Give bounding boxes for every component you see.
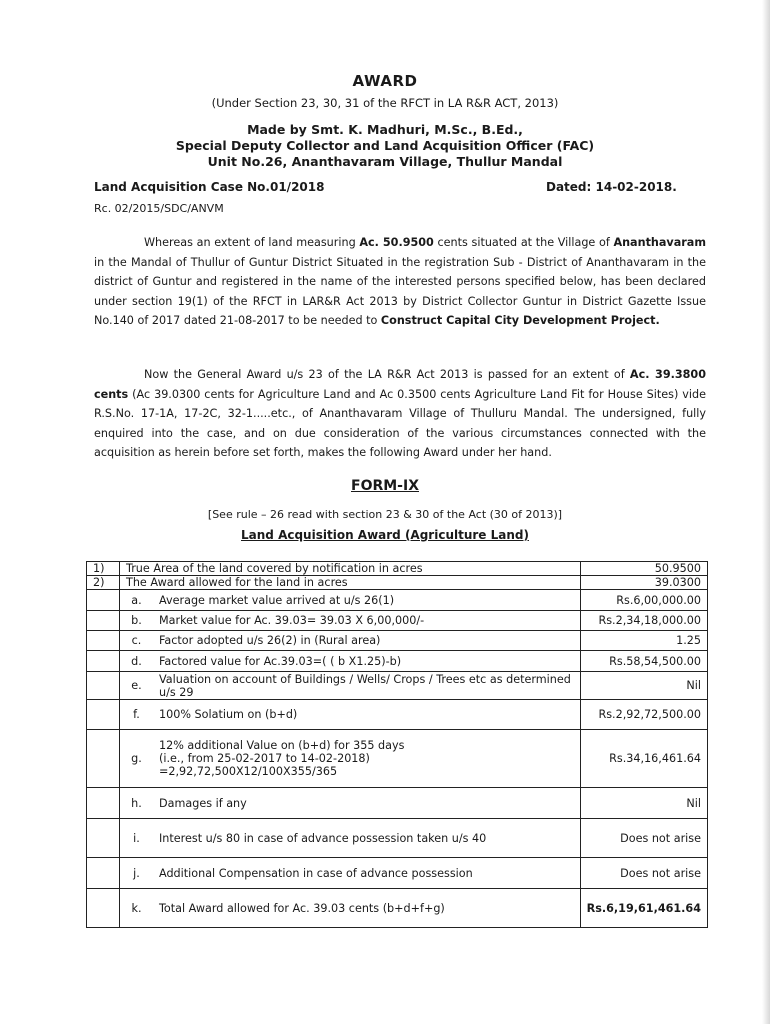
award-title: AWARD: [352, 72, 418, 90]
row-description: Interest u/s 80 in case of advance possession taken u/s 40: [153, 819, 580, 858]
row-description: 100% Solatium on (b+d): [153, 700, 580, 730]
row-label: e.: [120, 672, 154, 700]
table-row: [87, 730, 708, 788]
paragraph-whereas: [94, 233, 706, 331]
para1-text-1: Whereas an extent of land measuring: [144, 236, 360, 249]
para1-project: Construct Capital City Development Project.: [380, 314, 660, 328]
row-number-blank: [87, 611, 120, 631]
row-number-blank: [87, 700, 120, 730]
row-description: The Award allowed for the land in acres: [120, 576, 581, 590]
row-value: Rs.6,19,61,461.64: [580, 889, 707, 928]
table-row: [87, 788, 708, 819]
row-number: 2): [87, 576, 120, 590]
row-number-blank: [87, 631, 120, 651]
case-date: Dated: 14-02-2018.: [546, 180, 677, 194]
row-description: True Area of the land covered by notification in acres: [120, 562, 581, 576]
row-number-blank: [87, 672, 120, 700]
row-value: Does not arise: [580, 858, 707, 889]
row-label: b.: [120, 611, 154, 631]
row-value: Does not arise: [580, 819, 707, 858]
row-number-blank: [87, 819, 120, 858]
row-number: 1): [87, 562, 120, 576]
table-row: [87, 819, 708, 858]
para1-extent: Ac. 50.9500: [359, 236, 434, 249]
row-description: [153, 730, 580, 788]
reference-number: Rc. 02/2015/SDC/ANVM: [94, 202, 224, 215]
form-subtitle: Land Acquisition Award (Agriculture Land): [241, 528, 529, 542]
table-row: [87, 858, 708, 889]
row-description: Total Award allowed for Ac. 39.03 cents (b+d+f+g): [153, 889, 580, 928]
row-label: c.: [120, 631, 154, 651]
table-row: [87, 611, 708, 631]
table-row: [87, 562, 708, 576]
row-value: Rs.6,00,000.00: [580, 590, 707, 611]
row-description: Valuation on account of Buildings / Wells/ Crops / Trees etc as determined u/s 29: [153, 672, 580, 700]
row-value: Rs.34,16,461.64: [580, 730, 707, 788]
row-number-blank: [87, 651, 120, 672]
row-label: h.: [120, 788, 154, 819]
paragraph-general-award: [94, 365, 706, 463]
row-description: Market value for Ac. 39.03= 39.03 X 6,00,000/-: [153, 611, 580, 631]
row-value: 39.0300: [580, 576, 707, 590]
designation: Special Deputy Collector and Land Acquisition Officer (FAC): [175, 138, 595, 153]
row-label: k.: [120, 889, 154, 928]
award-subtitle: (Under Section 23, 30, 31 of the RFCT in LA R&R ACT, 2013): [211, 96, 559, 110]
row-number-blank: [87, 858, 120, 889]
made-by: Made by Smt. K. Madhuri, M.Sc., B.Ed.,: [247, 122, 523, 137]
row-value: Nil: [580, 672, 707, 700]
row-number-blank: [87, 730, 120, 788]
award-table: [86, 561, 708, 928]
table-row: [87, 672, 708, 700]
row-description: Factor adopted u/s 26(2) in (Rural area): [153, 631, 580, 651]
row-number-blank: [87, 889, 120, 928]
row-label: a.: [120, 590, 154, 611]
para1-text-2: cents situated at the Village of: [433, 236, 614, 249]
row-label: j.: [120, 858, 154, 889]
row-description: Average market value arrived at u/s 26(1): [153, 590, 580, 611]
row-value: Nil: [580, 788, 707, 819]
row-description: Damages if any: [153, 788, 580, 819]
table-row: [87, 700, 708, 730]
para1-village: Ananthavaram: [613, 236, 707, 249]
para1-text-3: in the Mandal of Thullur of Guntur District Situated in the registration Sub - District of Ananthavaram in the district of Guntur and registered in the name of the interested persons specified below, has been declared under section 19(1) of the RFCT in LAR&R Act 2013 by District Collector Guntur in District Gazette Issue No.140 of 2017 dated 21-08-2017 to be needed to: [94, 255, 706, 328]
row-value: 1.25: [580, 631, 707, 651]
table-row: [87, 651, 708, 672]
row-value: Rs.2,92,72,500.00: [580, 700, 707, 730]
row-description-line: =2,92,72,500X12/100X355/365: [159, 765, 338, 778]
row-description: Additional Compensation in case of advance possession: [153, 858, 580, 889]
form-rule: [See rule – 26 read with section 23 & 30 of the Act (30 of 2013)]: [207, 508, 563, 521]
row-description: Factored value for Ac.39.03=( ( b X1.25)-b): [153, 651, 580, 672]
row-label: d.: [120, 651, 154, 672]
row-number-blank: [87, 590, 120, 611]
row-value: Rs.2,34,18,000.00: [580, 611, 707, 631]
table-row: [87, 631, 708, 651]
row-description-line: 12% additional Value on (b+d) for 355 days: [159, 739, 405, 752]
table-row: [87, 576, 708, 590]
case-number: Land Acquisition Case No.01/2018: [94, 180, 325, 194]
row-label: i.: [120, 819, 154, 858]
row-description-line: (i.e., from 25-02-2017 to 14-02-2018): [159, 752, 370, 765]
para2-text-2: (Ac 39.0300 cents for Agriculture Land and Ac 0.3500 cents Agriculture Land Fit for House Sites) vide R.S.No. 17-1A, 17-2C, 32-1.....etc., of Ananthavaram Village of Thulluru Mandal. The undersigned, fully enquired into the case, and on due consideration of the various circumstances connected with the acquisition as herein before set forth, makes the following Award under her hand.: [94, 387, 706, 460]
unit-location: Unit No.26, Ananthavaram Village, Thullur Mandal: [207, 154, 563, 169]
row-label: f.: [120, 700, 154, 730]
table-row: [87, 590, 708, 611]
row-number-blank: [87, 788, 120, 819]
para2-extent: Ac. 39.3800 cents: [94, 368, 707, 401]
row-label: g.: [120, 730, 154, 788]
row-value: 50.9500: [580, 562, 707, 576]
form-title: FORM-IX: [351, 478, 419, 494]
row-value: Rs.58,54,500.00: [580, 651, 707, 672]
table-row: [87, 889, 708, 928]
para2-text-1: Now the General Award u/s 23 of the LA R&R Act 2013 is passed for an extent of: [144, 368, 630, 381]
